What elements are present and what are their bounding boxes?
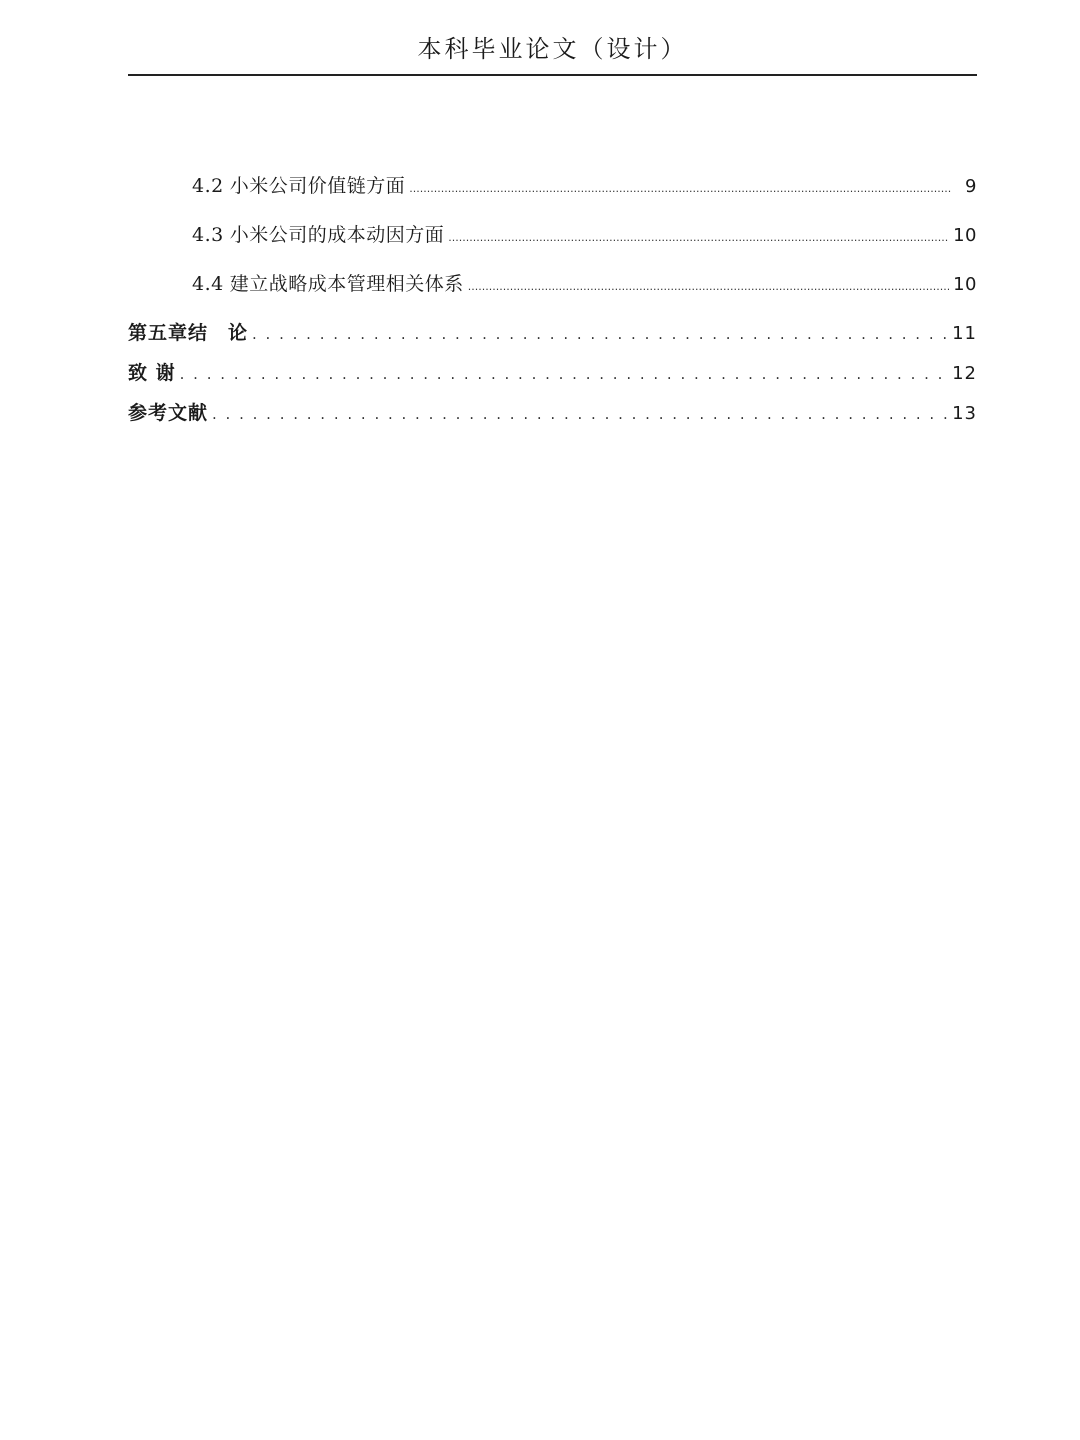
- toc-entry-page: 12: [952, 363, 977, 384]
- toc-entry-page: 10: [953, 225, 977, 246]
- toc-entry-page: 13: [952, 403, 977, 424]
- toc-dot-leader: [468, 273, 949, 295]
- toc-entry-label: 致 谢: [128, 362, 176, 384]
- toc-entry-acknowledgements[interactable]: [128, 358, 977, 385]
- toc-entry-page: 10: [953, 274, 977, 295]
- toc-entry-4-3[interactable]: [128, 220, 977, 247]
- toc-entry-page: 11: [952, 323, 977, 344]
- toc-entry-number: 4.4: [192, 273, 224, 295]
- toc-entry-4-4[interactable]: [128, 269, 977, 296]
- toc-entry-page: 9: [965, 176, 977, 197]
- toc-dot-leader: [212, 402, 948, 424]
- toc-entry-references[interactable]: [128, 398, 977, 425]
- toc-entry-number: 4.2: [192, 175, 224, 197]
- toc-entry-label: 建立战略成本管理相关体系: [229, 273, 464, 295]
- toc-dot-leader: [409, 175, 951, 197]
- toc-entry-label: 小米公司价值链方面: [229, 175, 406, 197]
- header-title: 本科毕业论文（设计）: [417, 35, 688, 63]
- toc-dot-leader: [252, 322, 948, 344]
- page-header: [128, 0, 977, 76]
- toc-entry-4-2[interactable]: [128, 171, 977, 198]
- toc-entry-chapter-5-conclusion[interactable]: [128, 318, 977, 345]
- toc-entry-number: 4.3: [192, 224, 224, 246]
- toc-dot-leader: [448, 224, 949, 246]
- toc-dot-leader: [180, 362, 948, 384]
- toc-entry-label: 小米公司的成本动因方面: [229, 224, 445, 246]
- toc-entry-label: 参考文献: [128, 402, 209, 424]
- toc-entry-label: 第五章结 论: [128, 322, 249, 344]
